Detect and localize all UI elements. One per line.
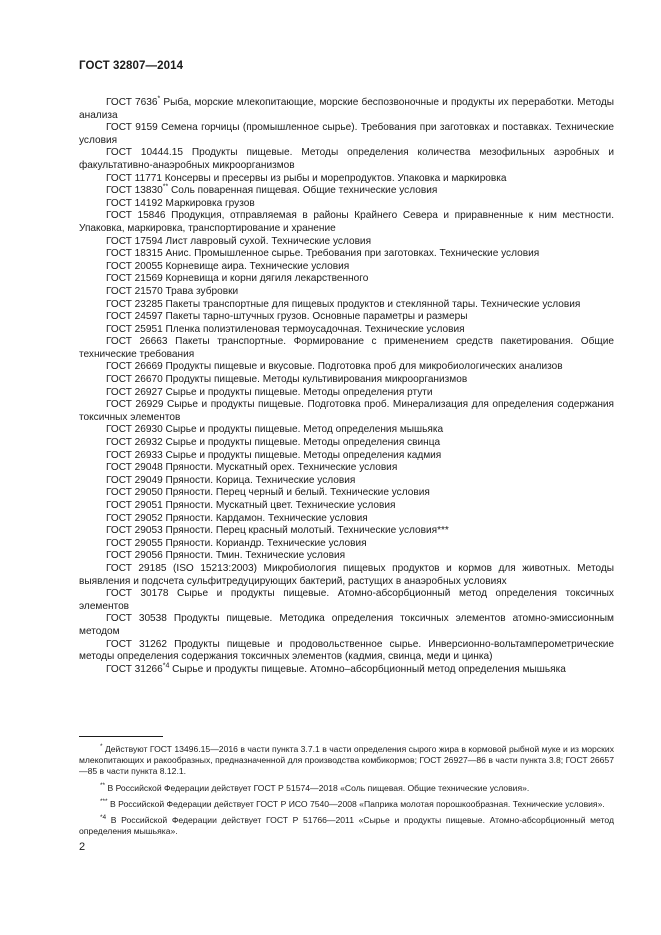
reference-entry [79,147,614,172]
reference-title: Сырье и продукты пищевые. Методы определения кадмия [162,449,442,461]
reference-title: Продукты пищевые и продовольственное сырье. Инверсионно-вольтамперометрические методы определения содержания токсичных элементов (кадмия, свинца, меди и цинка) [79,638,614,663]
reference-title: Пряности. Перец красный молотый. Технические условия*** [162,525,449,537]
footnote-text: В Российской Федерации действует ГОСТ Р 51574—2018 «Соль пищевая. Общие технические условия». [105,782,530,793]
reference-entry [79,513,614,526]
footnote-separator [79,736,163,737]
reference-code: ГОСТ 26669 [106,361,163,373]
reference-entry [79,639,614,664]
reference-entry [79,122,614,147]
reference-title: Сырье и продукты пищевые. Методы определения свинца [162,437,441,449]
reference-entry [79,487,614,500]
reference-code: ГОСТ 21569 [106,273,163,285]
reference-code: ГОСТ 29052 [106,512,163,524]
reference-code: ГОСТ 30538 [106,613,167,625]
reference-code: ГОСТ 30178 [106,588,169,600]
reference-code: ГОСТ 26932 [106,437,163,449]
reference-code: ГОСТ 20055 [106,260,163,272]
reference-entry [79,399,614,424]
reference-code: ГОСТ 17594 [106,235,163,247]
reference-code: ГОСТ 15846 [106,210,166,222]
reference-entry [79,185,614,198]
reference-title: Пряности. Кориандр. Технические условия [162,537,367,549]
reference-code: ГОСТ 9159 [106,122,158,134]
reference-entry [79,311,614,324]
reference-title: Соль поваренная пищевая. Общие технические условия [168,185,438,197]
reference-title: Трава зубровки [162,285,239,297]
reference-title: Сырье и продукты пищевые. Атомно-абсорбционный метод определения токсичных элементов [79,588,614,612]
footnote-mark: * [157,95,161,103]
reference-code: ГОСТ 29050 [106,487,163,499]
reference-code: ГОСТ 7636 [106,97,158,108]
reference-entry [79,210,614,235]
reference-title: Пакеты тарно-штучных грузов. Основные параметры и размеры [162,311,468,323]
reference-entry [79,336,614,361]
reference-entry [79,613,614,638]
reference-entry [79,538,614,551]
reference-title: Корневища и корни дягиля лекарственного [162,273,369,285]
reference-entry [79,361,614,374]
reference-entry [79,588,614,613]
reference-title: Сырье и продукты пищевые. Метод определения мышьяка [162,424,444,436]
footnote-mark: ** [100,781,106,789]
footnote-mark: *** [100,797,108,805]
reference-title: Лист лавровый сухой. Технические условия [162,235,372,247]
document-header: ГОСТ 32807—2014 [79,60,184,72]
footnote-mark: *4 [100,814,107,822]
reference-code: ГОСТ 14192 [106,197,163,209]
reference-title: Семена горчицы (промышленное сырье). Требования при заготовках и поставках. Технические условия [79,122,614,146]
reference-entry [79,500,614,513]
reference-title: Маркировка грузов [162,197,255,209]
reference-title: Сырье и продукты пищевые. Подготовка проб. Минерализация для определения содержания токсичных элементов [79,399,614,423]
reference-code: ГОСТ 26670 [106,374,163,386]
footnote-text: В Российской Федерации действует ГОСТ Р ИСО 7540—2008 «Паприка молотая порошкообразная. Технические условия». [107,798,605,809]
reference-code: ГОСТ 29053 [106,525,163,537]
reference-code: ГОСТ 24597 [106,311,163,323]
reference-code: ГОСТ 29055 [106,537,163,549]
footnote-text: Действуют ГОСТ 13496.15—2016 в части пункта 3.7.1 в части определения сырого жира в кормовой рыбной муке и из морских млекопитающих и ракообразных, предназначенной для производства комбикормов; ГОСТ 26927—86 в части пункта 3.8; ГОСТ 26657—85 в части пункта 8.12.1. [79,744,614,777]
reference-title: Пряности. Мускатный цвет. Технические условия [162,500,396,511]
reference-code: ГОСТ 10444.15 [106,147,183,159]
reference-entry [79,273,614,286]
reference-title: Продукция, отправляемая в районы Крайнего Севера и приравненные к ним местности. Упаковка, маркировка, транспортирование и хранение [79,210,615,234]
reference-code: ГОСТ 11771 [106,172,162,184]
footnote [79,799,614,810]
reference-code: ГОСТ 13830 [106,185,163,197]
reference-title: Продукты пищевые и вкусовые. Подготовка проб для микробиологических анализов [162,361,563,373]
reference-code: ГОСТ 26927 [106,386,163,398]
reference-title: Рыба, морские млекопитающие, морские беспозвоночные и продукты их переработки. Методы анализа [79,97,614,121]
reference-entry [79,97,614,122]
footnote [79,783,614,794]
reference-entry [79,664,614,677]
footnote [79,744,614,778]
reference-entry [79,374,614,387]
reference-entry [79,550,614,563]
reference-entry [79,563,614,588]
reference-entry [79,236,614,249]
reference-title: Пряности. Кардамон. Технические условия [162,512,368,524]
reference-code: ГОСТ 25951 [106,323,163,335]
reference-title: Микробиология пищевых продуктов и кормов для животных. Методы выявления и подсчета сульфитредуцирующих бактерий, растущих в анаэробных условиях [79,562,614,587]
reference-code: ГОСТ 26929 [106,399,164,411]
reference-code: ГОСТ 26933 [106,449,163,461]
reference-entry [79,286,614,299]
reference-code: ГОСТ 29056 [106,550,163,562]
reference-code: ГОСТ 26930 [106,424,163,436]
reference-code: ГОСТ 21570 [106,285,163,297]
reference-title: Консервы и пресервы из рыбы и морепродуктов. Упаковка и маркировка [162,172,507,184]
reference-entry [79,437,614,450]
reference-title: Сырье и продукты пищевые. Атомно–абсорбционный метод определения мышьяка [169,663,566,675]
reference-title: Анис. Промышленное сырье. Требования при заготовках. Технические условия [162,248,540,260]
reference-code: ГОСТ 31262 [106,638,168,650]
reference-title: Пряности. Корица. Технические условия [162,474,356,486]
reference-title: Пряности. Мускатный орех. Технические условия [162,462,398,474]
footnote [79,815,614,837]
reference-code: ГОСТ 29185 (ISO 15213:2003) [106,562,258,574]
reference-title: Продукты пищевые. Методы культивирования микроорганизмов [162,374,468,386]
reference-code: ГОСТ 29049 [106,474,163,486]
reference-code: ГОСТ 29051 [106,500,163,511]
reference-title: Пряности. Перец черный и белый. Технические условия [162,487,430,499]
normative-references-list [79,97,614,676]
reference-title: Пакеты транспортные. Формирование с применением средств пакетирования. Общие технические требования [79,336,614,360]
reference-code: ГОСТ 29048 [106,462,163,474]
reference-title: Пленка полиэтиленовая термоусадочная. Технические условия [162,323,465,335]
footnotes [79,744,614,842]
reference-entry [79,261,614,274]
reference-entry [79,424,614,437]
reference-entry [79,173,614,186]
reference-entry [79,198,614,211]
reference-title: Сырье и продукты пищевые. Методы определения ртути [162,386,433,398]
reference-code: ГОСТ 18315 [106,248,163,260]
page-number: 2 [79,841,86,853]
reference-entry [79,450,614,463]
footnote-mark: * [100,743,103,751]
reference-entry [79,324,614,337]
reference-title: Продукты пищевые. Методы определения количества мезофильных аэробных и факультативно-анаэробных микроорганизмов [79,147,614,171]
reference-title: Пряности. Тмин. Технические условия [162,550,346,562]
reference-code: ГОСТ 23285 [106,298,163,310]
footnote-mark: *4 [162,662,170,670]
reference-entry [79,248,614,261]
reference-entry [79,462,614,475]
reference-title: Продукты пищевые. Методика определения токсичных элементов атомно-эмиссионным методом [79,613,614,637]
reference-code: ГОСТ 31266 [106,663,163,675]
footnote-mark: ** [162,183,169,191]
reference-entry [79,525,614,538]
reference-title: Корневище аира. Технические условия [162,260,350,272]
reference-code: ГОСТ 26663 [106,336,168,348]
reference-entry [79,475,614,488]
reference-entry [79,387,614,400]
footnote-text: В Российской Федерации действует ГОСТ Р 51766—2011 «Сырье и продукты пищевые. Атомно-абсорбционный метод определения мышьяка». [79,815,614,837]
reference-title: Пакеты транспортные для пищевых продуктов и стеклянной тары. Технические условия [162,298,581,310]
reference-entry [79,299,614,312]
